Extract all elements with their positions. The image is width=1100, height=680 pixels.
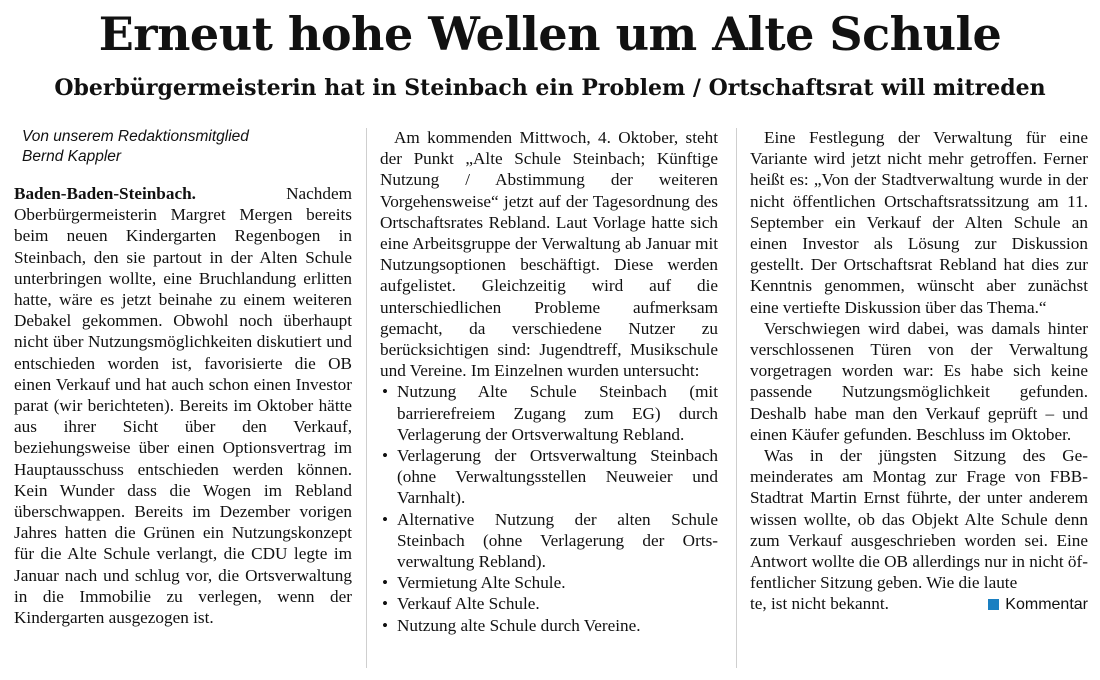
lead-paragraph — [14, 183, 352, 628]
paragraph: Eine Festlegung der Verwaltung für eine Variante wird jetzt nicht mehr getroffen. Ferner heißt es: „Von der Stadtverwaltung wurde in der nicht öffentlichen Ortschaftsratssitzung am 11. September ein Verkauf der Alten Schule an einen Investor als Lösung zur Diskussion gestellt. Der Ortschaftsrat Rebland hat dies zur Kenntnis genommen, wünscht aber zunächst eine vertiefte Diskussion über das Thema.“ — [750, 128, 1088, 317]
byline-role: Von unserem Redaktionsmitglied — [22, 128, 249, 145]
dateline: Baden-Baden-Steinbach. — [14, 184, 196, 203]
paragraph: Am kommenden Mittwoch, 4. Oktober, steht der Punkt „Alte Schule Steinbach; Künftige Nutzung / Abstimmung der weiteren Vorgehensweise“ jetzt auf der Tagesordnung des Ortschaftsrates Rebland. Laut Vorlage hatte sich eine Arbeitsgruppe der Verwaltung ab Januar mit Nutzungsoptionen beschäftigt. Diese werden aufgelistet. Gleichzeitig wird auf die unterschiedlichen Probleme aufmerksam gemacht, da verschiedene Nutzer zu berücksichtigen sind: Jugendtreff, Musikschule und Vereine. Im Einzelnen wurden untersucht: — [380, 128, 718, 381]
options-list — [380, 381, 718, 635]
list-item: • Verkauf Alte Schule. — [380, 593, 718, 614]
column-2 — [380, 127, 718, 636]
list-item: • Nutzung Alte Schule Steinbach (mit barrierefreiem Zugang zum EG) durch Verlagerung der Ortsverwaltung Rebland. — [380, 381, 718, 445]
closing-text: te, ist nicht bekannt. — [750, 594, 889, 614]
list-item: • Vermietung Alte Schule. — [380, 572, 718, 593]
column-3 — [750, 127, 1088, 616]
comment-label: Kommentar — [1005, 596, 1088, 614]
column-divider — [736, 128, 737, 668]
lead-text: Nachdem Oberbürgermeisterin Margret Mergen bereits beim neuen Kindergarten Regenbogen in Steinbach, den sie partout in der Alten Schule unterbringen wollte, eine Bruchlandung erlitten hatte, wäre es jetzt beinahe zu einem weiteren Debakel gekommen. Obwohl noch überhaupt nicht über Nutzungsmöglichkeiten diskutiert und entschieden worden ist, favorisierte die OB einen Verkauf und hat auch schon einen Investor parat (wir berichteten). Bereits im Oktober hätte aus ihrer Sicht über den Verkauf, beziehungsweise über einen Optionsvertrag im Hauptausschuss entschieden werden können. Kein Wunder dass die Wogen im Rebland überschwappen. Bereits im Dezember vorigen Jahres hatten die Grünen ein Nutzungskonzept für die Alte Schule verlangt, die CDU legte im Januar nach und schlug vor, die Ortsverwaltung in die Immobilie zu verlegen, wenn der Kindergarten ausgezogen ist. — [14, 184, 352, 628]
column-divider — [366, 128, 367, 668]
list-item: • Nutzung alte Schule durch Vereine. — [380, 615, 718, 636]
column-1 — [14, 127, 352, 628]
paragraph: Verschwiegen wird dabei, was damals hinter verschlossenen Türen von der Verwaltung vorgetragen worden war: Es habe sich keine passende Nutzungsmöglichkeit gefunden. Deshalb habe man den Verkauf geprüft – und einen Käufer gefunden. Beschluss im Oktober. — [750, 318, 1088, 444]
byline-name: Bernd Kappler — [22, 148, 122, 165]
headline: Erneut hohe Wellen um Alte Schule — [98, 7, 1002, 61]
paragraph: Was in der jüngsten Sitzung des Gemeinderates am Montag zur Frage von FBB-Stadtrat Martin Ernst führte, der unter anderem wissen wollte, ob das Objekt Alte Schule denn zum Verkauf ausgeschrieben worden sei. Eine Antwort wollte die OB allerdings nur in nicht öffentlicher Sitzung geben. Wie die laute — [750, 446, 1088, 593]
list-item: • Verlagerung der Ortsverwaltung Steinbach (ohne Verwaltungsstellen Neuweier und Varnhalt). — [380, 445, 718, 509]
closing-line — [750, 593, 1088, 615]
square-marker-icon — [988, 599, 999, 610]
comment-reference[interactable] — [988, 593, 1088, 615]
subheadline: Oberbürgermeisterin hat in Steinbach ein Problem / Ortschaftsrat will mitreden — [54, 75, 1046, 101]
list-item: • Alternative Nutzung der alten Schule Steinbach (ohne Verlagerung der Ortsverwaltung Rebland). — [380, 509, 718, 573]
